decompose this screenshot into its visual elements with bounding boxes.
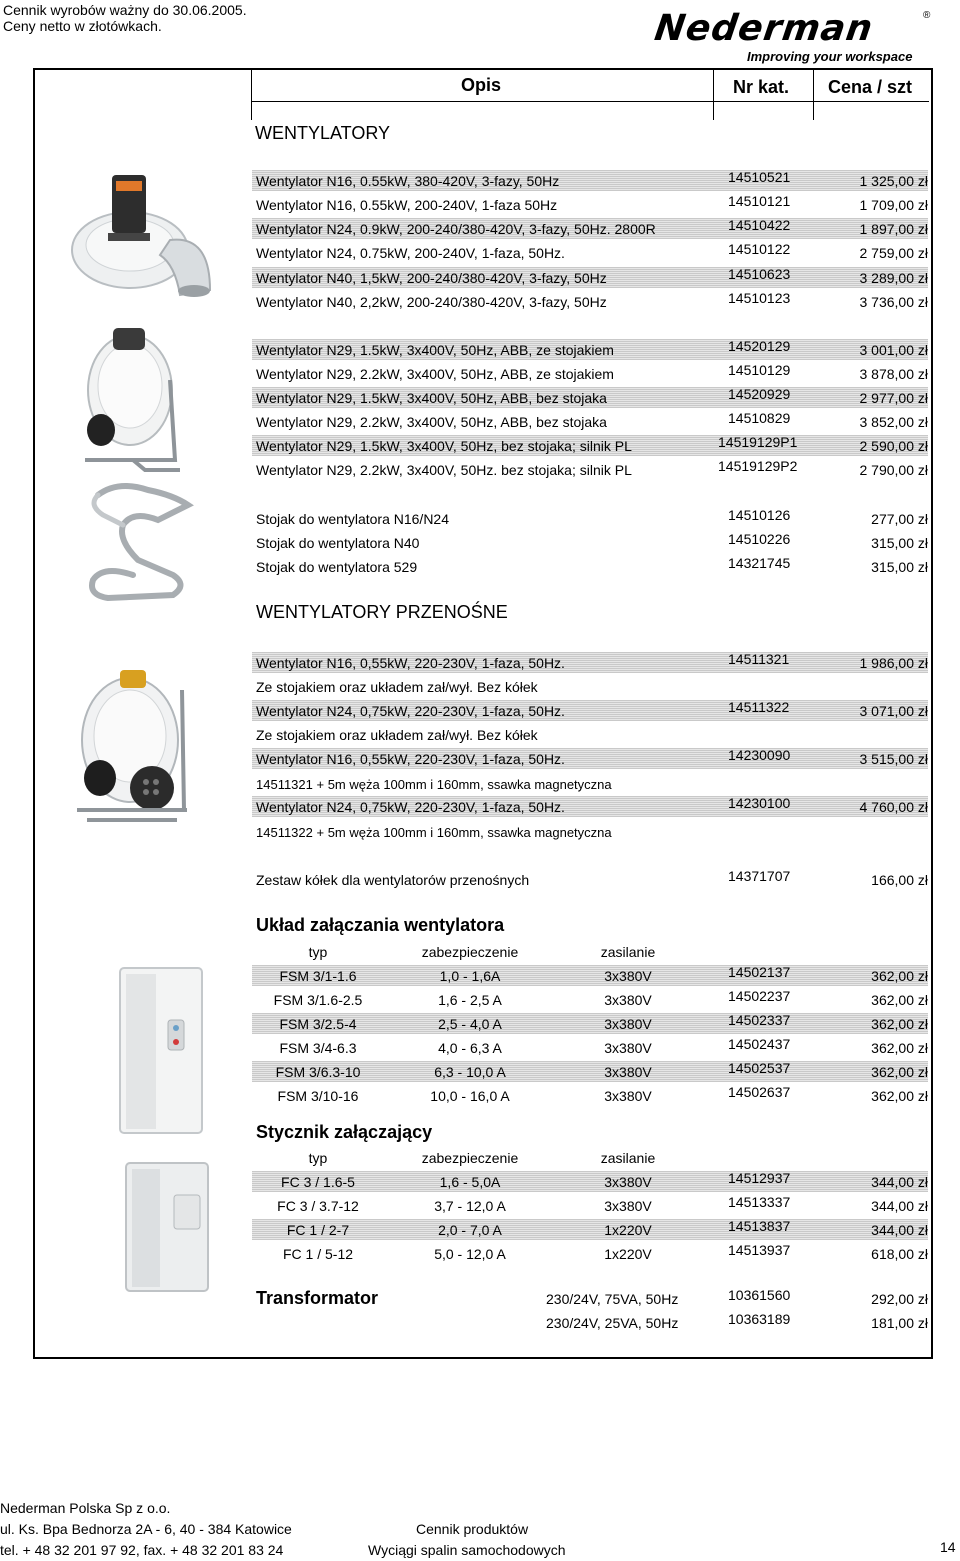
row-cat: 14230090 bbox=[728, 747, 791, 763]
row-price: 362,00 zł bbox=[871, 968, 928, 984]
row-cat: 14519129P2 bbox=[718, 458, 798, 474]
row-price: 315,00 zł bbox=[871, 559, 928, 575]
table-row bbox=[252, 411, 928, 432]
row-zabezpieczenie: 1,6 - 2,5 A bbox=[438, 992, 502, 1008]
row-typ: FSM 3/10-16 bbox=[277, 1088, 359, 1104]
table-row bbox=[252, 796, 928, 817]
row-subnote: 14511321 + 5m węża 100mm i 160mm, ssawka magnetyczna bbox=[256, 777, 612, 792]
row-desc: Wentylator N29, 1.5kW, 3x400V, 50Hz, ABB, ze stojakiem bbox=[256, 342, 614, 358]
row-cat: 14512937 bbox=[728, 1170, 791, 1186]
table-row bbox=[252, 387, 928, 408]
row-cat: 14510123 bbox=[728, 290, 791, 306]
row-zasilanie: 1x220V bbox=[604, 1246, 652, 1262]
col-divider-3 bbox=[813, 70, 814, 120]
row-typ: FC 1 / 5-12 bbox=[282, 1246, 354, 1262]
header-underline bbox=[251, 101, 929, 102]
table-row bbox=[252, 1243, 928, 1264]
row-price: 3 001,00 zł bbox=[859, 342, 928, 358]
row-desc: Wentylator N29, 1.5kW, 3x400V, 50Hz, bez stojaka; silnik PL bbox=[256, 438, 632, 454]
row-cat: 14502537 bbox=[728, 1060, 791, 1076]
row-cat: 14510126 bbox=[728, 507, 791, 523]
row-price: 1 897,00 zł bbox=[859, 221, 928, 237]
row-desc: Stojak do wentylatora N16/N24 bbox=[256, 511, 449, 527]
row-zabezpieczenie: 1,0 - 1,6A bbox=[439, 968, 501, 984]
row-spec: 230/24V, 25VA, 50Hz bbox=[546, 1315, 679, 1331]
row-zabezpieczenie: 6,3 - 10,0 A bbox=[434, 1064, 506, 1080]
row-cat: 14520129 bbox=[728, 338, 791, 354]
table-row bbox=[252, 1219, 928, 1240]
table-row bbox=[252, 242, 928, 263]
logo-wordmark: Nederman bbox=[652, 8, 876, 49]
table-row bbox=[252, 556, 928, 577]
table-row bbox=[252, 1085, 928, 1106]
header-line-2: Ceny netto w złotówkach. bbox=[3, 18, 162, 34]
table-row bbox=[252, 748, 928, 769]
table-row bbox=[252, 1288, 928, 1309]
row-price: 1 325,00 zł bbox=[859, 173, 928, 189]
row-price: 344,00 zł bbox=[871, 1198, 928, 1214]
row-subnote: Ze stojakiem oraz układem zał/wył. Bez kółek bbox=[256, 679, 538, 695]
row-cat: 14510829 bbox=[728, 410, 791, 426]
row-zasilanie: 3x380V bbox=[604, 1174, 652, 1190]
row-cat: 10363189 bbox=[728, 1311, 791, 1327]
table-row bbox=[252, 965, 928, 986]
table-row bbox=[252, 170, 928, 191]
subheader-zabezpieczenie: zabezpieczenie bbox=[421, 944, 519, 960]
subheader-zasilanie: zasilanie bbox=[600, 1150, 656, 1166]
row-price: 618,00 zł bbox=[871, 1246, 928, 1262]
row-price: 344,00 zł bbox=[871, 1174, 928, 1190]
row-price: 181,00 zł bbox=[871, 1315, 928, 1331]
row-price: 277,00 zł bbox=[871, 511, 928, 527]
row-subnote: 14511322 + 5m węża 100mm i 160mm, ssawka magnetyczna bbox=[256, 825, 612, 840]
table-row bbox=[252, 1013, 928, 1034]
portable-fan-photo bbox=[62, 660, 202, 830]
row-desc: Wentylator N29, 2.2kW, 3x400V, 50Hz. bez stojaka; silnik PL bbox=[256, 462, 632, 478]
col-divider-1 bbox=[251, 70, 252, 120]
row-price: 3 878,00 zł bbox=[859, 366, 928, 382]
row-cat: 14510521 bbox=[728, 169, 791, 185]
fan-stand-photo bbox=[78, 480, 198, 610]
column-header-price: Cena / szt bbox=[828, 77, 913, 97]
row-price: 292,00 zł bbox=[871, 1291, 928, 1307]
row-price: 362,00 zł bbox=[871, 1016, 928, 1032]
logo-registered-mark: ® bbox=[923, 10, 931, 21]
row-desc: Wentylator N40, 1,5kW, 200-240/380-420V, 3-fazy, 50Hz bbox=[256, 270, 607, 286]
row-price: 2 759,00 zł bbox=[859, 245, 928, 261]
section-title-stycznik: Stycznik załączający bbox=[256, 1122, 433, 1142]
row-cat: 14502137 bbox=[728, 964, 791, 980]
row-price: 1 986,00 zł bbox=[859, 655, 928, 671]
row-cat: 14502337 bbox=[728, 1012, 791, 1028]
section-title-transformator: Transformator bbox=[256, 1288, 379, 1308]
table-row bbox=[252, 700, 928, 721]
row-desc: Wentylator N29, 1.5kW, 3x400V, 50Hz, ABB, bez stojaka bbox=[256, 390, 607, 406]
row-desc: Wentylator N16, 0,55kW, 220-230V, 1-faza, 50Hz. bbox=[256, 751, 565, 767]
header-line-1: Cennik wyrobów ważny do 30.06.2005. bbox=[3, 2, 247, 18]
row-price: 3 071,00 zł bbox=[859, 703, 928, 719]
row-cat: 14513837 bbox=[728, 1218, 791, 1234]
section-title-przenosne: WENTYLATORY PRZENOŚNE bbox=[256, 602, 508, 622]
row-price: 1 709,00 zł bbox=[859, 197, 928, 213]
row-price: 166,00 zł bbox=[871, 872, 928, 888]
row-zasilanie: 3x380V bbox=[604, 1040, 652, 1056]
row-typ: FC 3 / 1.6-5 bbox=[281, 1174, 355, 1190]
row-typ: FC 3 / 3.7-12 bbox=[277, 1198, 359, 1214]
page-number: 14 bbox=[940, 1539, 956, 1555]
row-price: 315,00 zł bbox=[871, 535, 928, 551]
fsm-switch-photo bbox=[112, 960, 212, 1140]
row-desc: Wentylator N40, 2,2kW, 200-240/380-420V, 3-fazy, 50Hz bbox=[256, 294, 607, 310]
subheader-zabezpieczenie: zabezpieczenie bbox=[421, 1150, 519, 1166]
row-desc: Wentylator N24, 0.75kW, 200-240V, 1-faza, 50Hz. bbox=[256, 245, 565, 261]
row-typ: FSM 3/6.3-10 bbox=[275, 1064, 361, 1080]
row-desc: Wentylator N24, 0,75kW, 220-230V, 1-faza, 50Hz. bbox=[256, 703, 565, 719]
logo-tagline: Improving your workspace bbox=[747, 49, 913, 64]
fan-n29-photo bbox=[75, 320, 190, 475]
row-price: 4 760,00 zł bbox=[859, 799, 928, 815]
row-price: 2 977,00 zł bbox=[859, 390, 928, 406]
row-subnote: Ze stojakiem oraz układem zał/wył. Bez kółek bbox=[256, 727, 538, 743]
footer-address: ul. Ks. Bpa Bednorza 2A - 6, 40 - 384 Katowice bbox=[0, 1521, 292, 1537]
row-zabezpieczenie: 3,7 - 12,0 A bbox=[434, 1198, 506, 1214]
row-cat: 14510121 bbox=[728, 193, 791, 209]
row-price: 344,00 zł bbox=[871, 1222, 928, 1238]
row-desc: Wentylator N24, 0.9kW, 200-240/380-420V, 3-fazy, 50Hz. 2800R bbox=[256, 221, 656, 237]
row-price: 362,00 zł bbox=[871, 1088, 928, 1104]
table-row bbox=[252, 218, 928, 239]
row-zabezpieczenie: 4,0 - 6,3 A bbox=[438, 1040, 502, 1056]
row-price: 2 790,00 zł bbox=[859, 462, 928, 478]
subheader-zasilanie: zasilanie bbox=[600, 944, 656, 960]
row-price: 3 289,00 zł bbox=[859, 270, 928, 286]
table-row bbox=[252, 508, 928, 529]
table-row bbox=[252, 989, 928, 1010]
fan-n16-photo bbox=[60, 155, 220, 310]
row-price: 362,00 zł bbox=[871, 1040, 928, 1056]
row-desc: Wentylator N29, 2.2kW, 3x400V, 50Hz, ABB, bez stojaka bbox=[256, 414, 607, 430]
row-price: 3 515,00 zł bbox=[859, 751, 928, 767]
table-row bbox=[252, 435, 928, 456]
row-cat: 14519129P1 bbox=[718, 434, 798, 450]
row-cat: 14520929 bbox=[728, 386, 791, 402]
row-cat: 14321745 bbox=[728, 555, 791, 571]
row-price: 362,00 zł bbox=[871, 1064, 928, 1080]
table-row bbox=[252, 339, 928, 360]
row-cat: 14502637 bbox=[728, 1084, 791, 1100]
row-typ: FC 1 / 2-7 bbox=[286, 1222, 350, 1238]
row-cat: 14510422 bbox=[728, 217, 791, 233]
row-zabezpieczenie: 10,0 - 16,0 A bbox=[430, 1088, 510, 1104]
row-zasilanie: 3x380V bbox=[604, 1088, 652, 1104]
footer-phone: tel. + 48 32 201 97 92, fax. + 48 32 201 83 24 bbox=[0, 1542, 284, 1558]
row-typ: FSM 3/1-1.6 bbox=[279, 968, 357, 984]
row-price: 3 852,00 zł bbox=[859, 414, 928, 430]
footer-catalog-subtitle: Wyciągi spalin samochodowych bbox=[368, 1542, 566, 1558]
row-zasilanie: 3x380V bbox=[604, 1016, 652, 1032]
row-price: 3 736,00 zł bbox=[859, 294, 928, 310]
row-cat: 14371707 bbox=[728, 868, 791, 884]
row-cat: 10361560 bbox=[728, 1287, 791, 1303]
row-cat: 14510129 bbox=[728, 362, 791, 378]
row-zabezpieczenie: 2,5 - 4,0 A bbox=[438, 1016, 502, 1032]
row-cat: 14511321 bbox=[728, 651, 790, 667]
column-header-cat: Nr kat. bbox=[733, 77, 790, 97]
row-price: 2 590,00 zł bbox=[859, 438, 928, 454]
section-title-uklad: Układ załączania wentylatora bbox=[256, 915, 505, 935]
row-zabezpieczenie: 1,6 - 5,0A bbox=[439, 1174, 501, 1190]
row-zasilanie: 3x380V bbox=[604, 1198, 652, 1214]
footer-catalog-title: Cennik produktów bbox=[416, 1521, 529, 1537]
table-row bbox=[252, 869, 928, 890]
row-zasilanie: 1x220V bbox=[604, 1222, 652, 1238]
row-desc: Wentylator N16, 0.55kW, 200-240V, 1-faza 50Hz bbox=[256, 197, 558, 213]
subheader-typ: typ bbox=[308, 944, 328, 960]
row-desc: Wentylator N29, 2.2kW, 3x400V, 50Hz, ABB, ze stojakiem bbox=[256, 366, 614, 382]
row-zasilanie: 3x380V bbox=[604, 992, 652, 1008]
row-zasilanie: 3x380V bbox=[604, 1064, 652, 1080]
row-desc: Wentylator N24, 0,75kW, 220-230V, 1-faza, 50Hz. bbox=[256, 799, 565, 815]
table-row bbox=[252, 532, 928, 553]
subheader-typ: typ bbox=[308, 1150, 328, 1166]
table-row bbox=[252, 1061, 928, 1082]
table-row bbox=[252, 459, 928, 480]
row-desc: Zestaw kółek dla wentylatorów przenośnych bbox=[256, 872, 530, 888]
row-typ: FSM 3/1.6-2.5 bbox=[273, 992, 363, 1008]
nederman-logo bbox=[652, 8, 940, 68]
row-cat: 14510623 bbox=[728, 266, 791, 282]
fc-contactor-photo bbox=[118, 1155, 218, 1300]
row-typ: FSM 3/2.5-4 bbox=[279, 1016, 357, 1032]
row-cat: 14502237 bbox=[728, 988, 791, 1004]
row-zasilanie: 3x380V bbox=[604, 968, 652, 984]
table-row bbox=[252, 1171, 928, 1192]
row-cat: 14510226 bbox=[728, 531, 791, 547]
col-divider-2 bbox=[713, 70, 714, 120]
row-spec: 230/24V, 75VA, 50Hz bbox=[546, 1291, 679, 1307]
table-row bbox=[252, 194, 928, 215]
row-zabezpieczenie: 5,0 - 12,0 A bbox=[434, 1246, 506, 1262]
row-cat: 14230100 bbox=[728, 795, 791, 811]
table-row bbox=[252, 267, 928, 288]
row-desc: Stojak do wentylatora N40 bbox=[256, 535, 420, 551]
row-typ: FSM 3/4-6.3 bbox=[279, 1040, 357, 1056]
table-row bbox=[252, 1312, 928, 1333]
row-desc: Wentylator N16, 0,55kW, 220-230V, 1-faza, 50Hz. bbox=[256, 655, 565, 671]
row-zabezpieczenie: 2,0 - 7,0 A bbox=[438, 1222, 502, 1238]
row-cat: 14513337 bbox=[728, 1194, 791, 1210]
table-row bbox=[252, 291, 928, 312]
table-row bbox=[252, 652, 928, 673]
footer-company: Nederman Polska Sp z o.o. bbox=[0, 1500, 171, 1516]
row-price: 362,00 zł bbox=[871, 992, 928, 1008]
row-cat: 14513937 bbox=[728, 1242, 791, 1258]
table-row bbox=[252, 1037, 928, 1058]
column-header-desc: Opis bbox=[461, 75, 502, 95]
row-desc: Wentylator N16, 0.55kW, 380-420V, 3-fazy, 50Hz bbox=[256, 173, 560, 189]
table-row bbox=[252, 1195, 928, 1216]
row-cat: 14510122 bbox=[728, 241, 791, 257]
row-cat: 14502437 bbox=[728, 1036, 791, 1052]
section-title-wentylatory: WENTYLATORY bbox=[255, 123, 391, 143]
row-desc: Stojak do wentylatora 529 bbox=[256, 559, 418, 575]
row-cat: 14511322 bbox=[728, 699, 790, 715]
table-row bbox=[252, 363, 928, 384]
